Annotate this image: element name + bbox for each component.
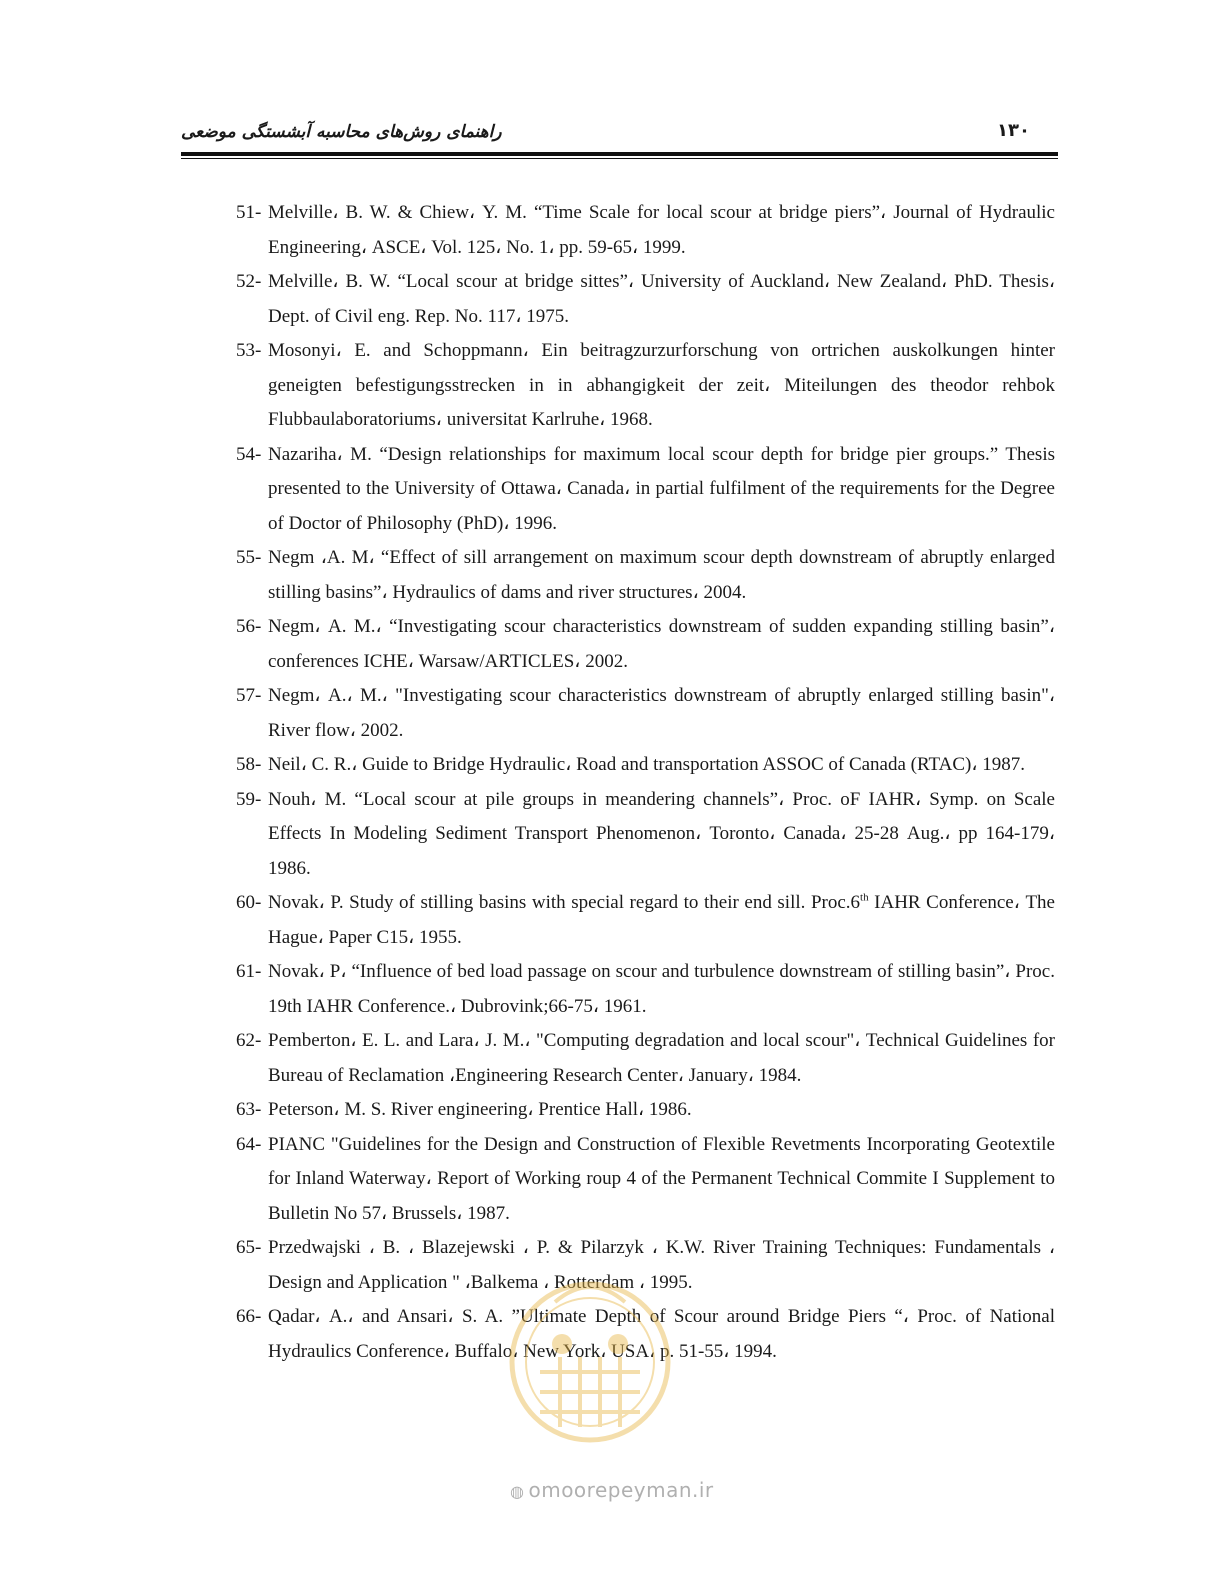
reference-item	[236, 196, 1055, 265]
watermark-site-text: omoorepeyman.ir	[528, 1478, 714, 1502]
reference-number: 59-	[236, 788, 262, 810]
reference-text-part: IAHR Conference، The Hague، Paper C15، 1955.	[268, 892, 1055, 948]
reference-text: Negm، A. M.، “Investigating scour characteristics downstream of sudden expanding stilling basin”، conferences ICHE، Warsaw/ARTICLES، 2002.	[268, 616, 1055, 672]
reference-text: Novak، P، “Influence of bed load passage on scour and turbulence downstream of stilling basin”، Proc. 19th IAHR Conference.، Dubrovink;66-75، 1961.	[268, 961, 1055, 1017]
reference-item	[236, 1093, 1055, 1128]
page-header	[181, 118, 1058, 158]
reference-item	[236, 438, 1055, 542]
reference-number: 56-	[236, 616, 262, 637]
reference-text-part: Novak، P. Study of stilling basins with special regard to their end sill. Proc.6	[268, 892, 861, 913]
reference-text: Neil، C. R.، Guide to Bridge Hydraulic، Road and transportation ASSOC of Canada (RTAC)، 1987.	[268, 754, 1025, 775]
reference-item	[236, 955, 1055, 1024]
reference-number: 64-	[236, 1133, 262, 1155]
reference-text: Nouh، M. “Local scour at pile groups in meandering channels”، Proc. oF IAHR، Symp. on Scale Effects In Modeling Sediment Transport Phenomenon، Toronto، Canada، 25-28 Aug.، pp 164-179، 1986.	[268, 788, 1055, 879]
reference-text: Peterson، M. S. River engineering، Prentice Hall، 1986.	[268, 1099, 692, 1120]
reference-list	[236, 196, 1055, 1369]
reference-number: 63-	[236, 1099, 262, 1120]
reference-number: 60-	[236, 892, 262, 913]
reference-text: Melville، B. W. & Chiew، Y. M. “Time Scale for local scour at bridge piers”، Journal of Hydraulic Engineering، ASCE، Vol. 125، No. 1، pp. 59-65، 1999.	[268, 202, 1055, 258]
reference-item	[236, 679, 1055, 748]
reference-text: Negm ،A. M، “Effect of sill arrangement on maximum scour depth downstream of abruptly enlarged stilling basins”، Hydraulics of dams and river structures، 2004.	[268, 547, 1055, 603]
reference-number: 62-	[236, 1030, 262, 1051]
reference-item	[236, 748, 1055, 783]
reference-text	[268, 886, 1055, 955]
reference-number: 53-	[236, 340, 262, 361]
reference-item	[236, 541, 1055, 610]
reference-item	[236, 334, 1055, 438]
reference-text: Negm، A.، M.، "Investigating scour characteristics downstream of abruptly enlarged stilling basin"، River flow، 2002.	[268, 685, 1055, 741]
reference-text: Melville، B. W. “Local scour at bridge sittes”، University of Auckland، New Zealand، PhD. Thesis، Dept. of Civil eng. Rep. No. 117، 1975.	[268, 271, 1055, 327]
reference-item	[236, 886, 1055, 955]
reference-item	[236, 610, 1055, 679]
reference-item	[236, 1128, 1055, 1232]
reference-item	[236, 265, 1055, 334]
reference-number: 51-	[236, 202, 262, 223]
header-rule-thick	[181, 152, 1058, 156]
reference-text: Qadar، A.، and Ansari، S. A. ”Ultimate Depth of Scour around Bridge Piers “، Proc. of National Hydraulics Conference، Buffalo، New York، USA، p. 51-55، 1994.	[268, 1306, 1055, 1362]
reference-number: 66-	[236, 1306, 262, 1327]
reference-number: 61-	[236, 961, 262, 982]
omoore-peyman-seal-logo-icon	[500, 1262, 680, 1452]
watermark-site	[510, 1478, 714, 1502]
reference-text: Przedwajski ، B. ، Blazejewski ، P. & Pilarzyk ، K.W. River Training Techniques: Fundamentals ، Design and Application " ،Balkema ، Rotterdam ، 1995.	[268, 1237, 1055, 1293]
reference-number: 52-	[236, 271, 262, 292]
reference-item	[236, 1024, 1055, 1093]
globe-icon: ◍	[510, 1482, 525, 1501]
reference-number: 55-	[236, 547, 262, 568]
reference-text: Pemberton، E. L. and Lara، J. M.، "Computing degradation and local scour"، Technical Guidelines for Bureau of Reclamation ،Engineering Research Center، January، 1984.	[268, 1030, 1055, 1086]
running-title: راهنمای روش‌های محاسبه آبشستگی موضعی	[181, 122, 502, 142]
reference-number: 58-	[236, 754, 262, 775]
page-number: ۱۳۰	[997, 120, 1030, 141]
header-rule-thin	[181, 158, 1058, 159]
reference-text: Mosonyi، E. and Schoppmann، Ein beitragzurzurforschung von ortrichen auskolkungen hinter geneigten befestigungsstrecken in in abhangigkeit der zeit، Miteilungen des theodor rehbok Flubbaulaboratoriums، universitat Karlruhe، 1968.	[268, 340, 1055, 430]
ordinal-superscript: th	[860, 891, 869, 904]
reference-number: 54-	[236, 443, 262, 465]
reference-number: 57-	[236, 685, 262, 706]
reference-text: PIANC "Guidelines for the Design and Construction of Flexible Revetments Incorporating Geotextile for Inland Waterway، Report of Working roup 4 of the Permanent Technical Commite I Supplement to Bulletin No 57، Brussels، 1987.	[268, 1133, 1055, 1224]
reference-item	[236, 783, 1055, 887]
reference-number: 65-	[236, 1237, 262, 1258]
reference-text: Nazariha، M. “Design relationships for maximum local scour depth for bridge pier groups.” Thesis presented to the University of Ottawa، Canada، in partial fulfilment of the requirements for the Degree of Doctor of Philosophy (PhD)، 1996.	[268, 443, 1055, 534]
